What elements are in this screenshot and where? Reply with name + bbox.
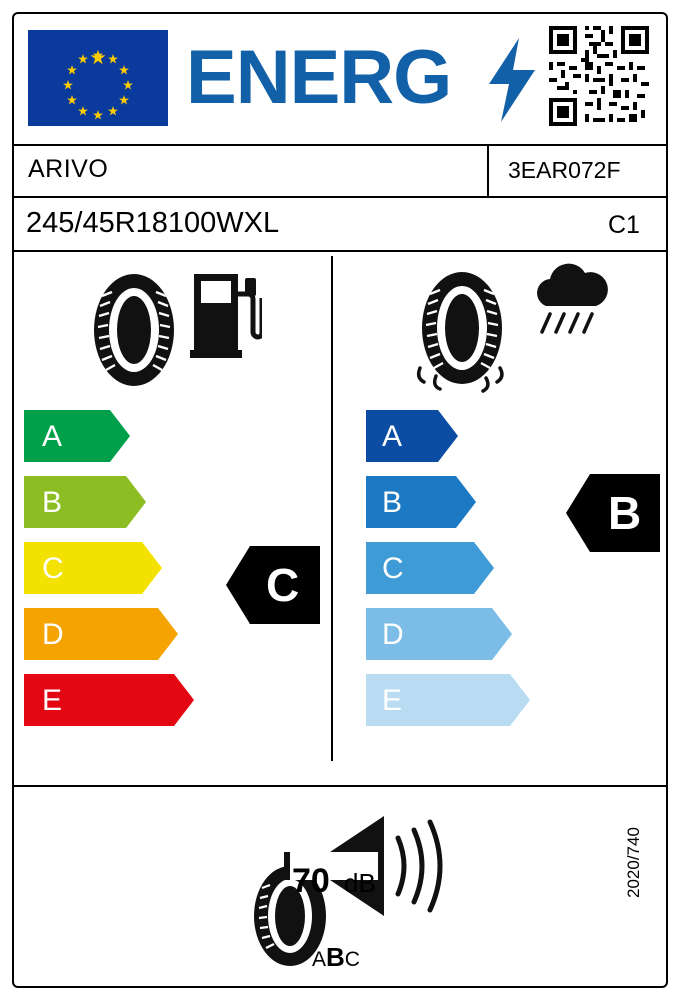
tire-size: 245/45R18100WXL (26, 207, 280, 239)
wet-grade-label-d: D (382, 618, 404, 651)
fuel-selected-letter: C (266, 559, 300, 611)
fuel-pump-icon (190, 264, 262, 365)
noise-class-c: C (344, 948, 360, 971)
wet-selected-badge (566, 474, 660, 557)
noise-class-b: B (326, 942, 345, 972)
lightning-bolt-icon (487, 38, 537, 122)
wet-grade-label-b: B (382, 486, 403, 519)
fuel-grade-label-a: A (42, 420, 63, 453)
fuel-grade-label-c: C (42, 552, 64, 585)
divider-3 (14, 250, 666, 252)
eu-flag-icon (28, 30, 168, 126)
noise-unit: dB (344, 868, 376, 898)
divider-2 (14, 196, 666, 198)
divider-vertical-mid (331, 256, 333, 761)
fuel-grade-label-b: B (42, 486, 63, 519)
wet-selected-letter: B (608, 487, 642, 539)
divider-1 (14, 144, 666, 146)
wet-grade-label-e: E (382, 684, 403, 717)
wet-grade-label-c: C (382, 552, 404, 585)
fuel-grade-arrow-a (24, 410, 130, 462)
tire-icon (88, 272, 180, 393)
fuel-selected-badge (226, 546, 320, 629)
fuel-grade-label-e: E (42, 684, 63, 717)
brand-name: ARIVO (28, 155, 109, 183)
type-code: 3EAR072F (508, 157, 621, 183)
fuel-grade-label-d: D (42, 618, 64, 651)
divider-4 (14, 785, 666, 787)
tire-wet-icon (412, 272, 524, 401)
page-title: ENERG (186, 35, 452, 120)
rain-cloud-icon (524, 262, 614, 357)
regulation-year: 2020/740 (624, 827, 643, 898)
noise-value: 70 (292, 862, 330, 900)
noise-class-scale (312, 942, 360, 973)
divider-vertical-top (487, 146, 489, 196)
noise-class-a: A (312, 948, 327, 971)
tire-class: C1 (608, 211, 640, 239)
wet-grade-label-a: A (382, 420, 403, 453)
wet-grade-arrow-a (366, 410, 458, 462)
qr-code-icon (549, 26, 649, 126)
